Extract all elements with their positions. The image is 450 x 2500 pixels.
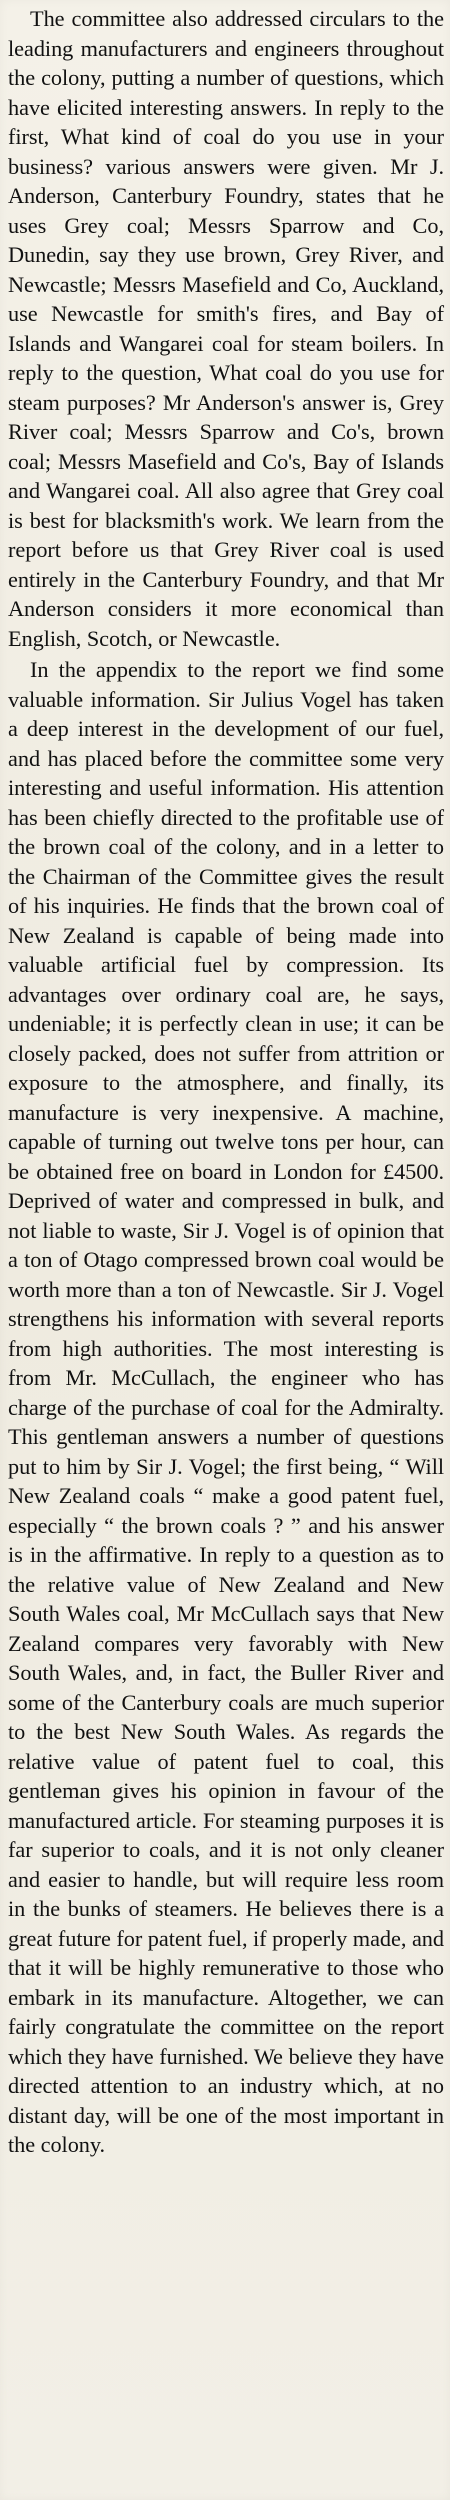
paragraph-appendix-vogel: In the appendix to the report we find some valuable information. Sir Julius Vogel has taken a deep interest in the development of our fuel, and has placed before the committee some very interesting and useful information. His attention has been chiefly directed to the profitable use of the brown coal of the colony, and in a letter to the Chairman of the Committee gives the result of his inquiries. He finds that the brown coal of New Zealand is capable of being made into valuable artificial fuel by compression. Its advantages over ordinary coal are, he says, undeniable; it is perfectly clean in use; it can be closely packed, does not suffer from attrition or exposure to the atmosphere, and finally, its manufacture is very inexpensive. A machine, capable of turning out twelve tons per hour, can be obtained free on board in London for £4500. Deprived of water and compressed in bulk, and not liable to waste, Sir J. Vogel is of opinion that a ton of Otago compressed brown coal would be worth more than a ton of Newcastle. Sir J. Vogel strengthens his information with several reports from high authorities. The most interesting is from Mr. McCullach, the engineer who has charge of the purchase of coal for the Admiralty. This gentleman answers a number of questions put to him by Sir J. Vogel; the first being, “ Will New Zealand coals “ make a good patent fuel, especially “ the brown coals ? ” and his answer is in the affirmative. In reply to a question as to the relative value of New Zealand and New South Wales coal, Mr McCullach says that New Zealand compares very favorably with New South Wales, and, in fact, the Buller River and some of the Canterbury coals are much superior to the best New South Wales. As regards the relative value of patent fuel to coal, this gentleman gives his opinion in favour of the manufactured article. For steaming purposes it is far superior to coals, and it is not only cleaner and easier to handle, but will require less room in the bunks of steamers. He believes there is a great future for patent fuel, if properly made, and that it will be highly remunerative to those who embark in its manufacture. Altogether, we can fairly congratulate the committee on the report which they have furnished. We believe they have directed attention to an industry which, at no distant day, will be one of the most important in the colony. <box>8 657 444 2157</box>
article-column <box>8 4 444 2160</box>
paragraph-committee-circulars: The committee also addressed circulars to the leading manufacturers and engineers throughout the colony, putting a number of questions, which have elicited interesting answers. In reply to the first, What kind of coal do you use in your business? various answers were given. Mr J. Anderson, Canterbury Foundry, states that he uses Grey coal; Messrs Sparrow and Co, Dunedin, say they use brown, Grey River, and Newcastle; Messrs Masefield and Co, Auckland, use Newcastle for smith's fires, and Bay of Islands and Wangarei coal for steam boilers. In reply to the question, What coal do you use for steam purposes? Mr Anderson's answer is, Grey River coal; Messrs Sparrow and Co's, brown coal; Messrs Masefield and Co's, Bay of Islands and Wangarei coal. All also agree that Grey coal is best for blacksmith's work. We learn from the report before us that Grey River coal is used entirely in the Canterbury Foundry, and that Mr Anderson considers it more economical than English, Scotch, or Newcastle. <box>8 6 444 651</box>
